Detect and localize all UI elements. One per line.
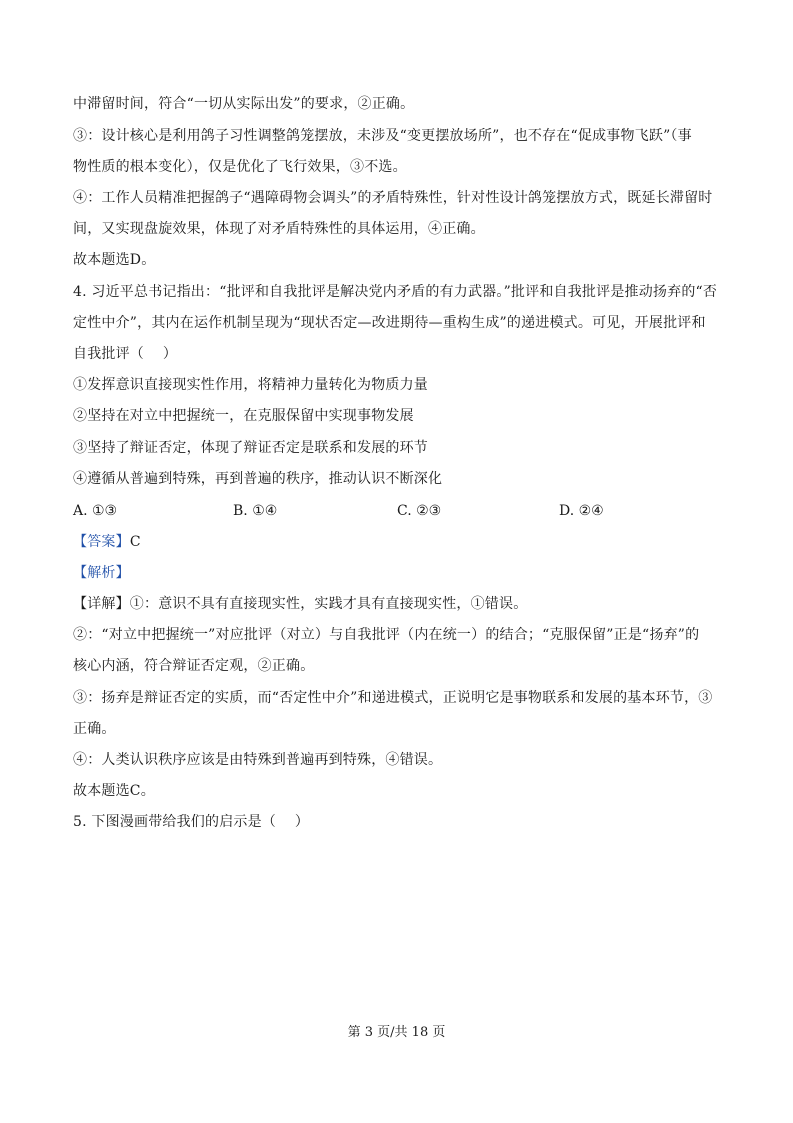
page-footer: 第 3 页/共 18 页 <box>347 1025 446 1040</box>
analysis-line: 【详解】①：意识不具有直接现实性，实践才具有直接现实性，①错误。 <box>73 596 528 612</box>
analysis-line: 故本题选C。 <box>73 783 155 799</box>
answer-line <box>73 532 723 552</box>
statement-item: ③坚持了辩证否定，体现了辩证否定是联系和发展的环节 <box>73 440 428 456</box>
option-c: C. ②③ <box>397 503 442 519</box>
option-a: A. ①③ <box>73 503 118 519</box>
analysis-label: 【解析】 <box>73 565 130 581</box>
statement-item: ②坚持在对立中把握统一，在克服保留中实现事物发展 <box>73 408 414 424</box>
answer-value: C <box>129 534 141 550</box>
answer-options <box>73 501 723 521</box>
paragraph-line: 中滞留时间，符合“一切从实际出发”的要求，②正确。 <box>73 96 415 112</box>
question-5-stem: 5. 下图漫画带给我们的启示是（ ） <box>73 814 310 830</box>
analysis-line: 核心内涵，符合辩证否定观，②正确。 <box>73 658 315 674</box>
question-4-stem: 定性中介”，其内在运作机制呈现为“现状否定—改进期待—重构生成”的递进模式。可见，开展批评和 <box>73 315 706 331</box>
paragraph-line: 间，又实现盘旋效果，体现了对矛盾特殊性的具体运用，④正确。 <box>73 221 485 237</box>
paragraph-line: ④：工作人员精准把握鸽子“遇障碍物会调头”的矛盾特殊性，针对性设计鸽笼摆放方式，既延长滞留时 <box>73 190 713 206</box>
analysis-line: ②：“对立中把握统一”对应批评（对立）与自我批评（内在统一）的结合；“克服保留”正是“扬弃”的 <box>73 627 700 643</box>
analysis-heading <box>73 563 723 583</box>
option-b: B. ①④ <box>233 503 278 519</box>
answer-label: 【答案】 <box>73 534 130 550</box>
analysis-line: ④：人类认识秩序应该是由特殊到普遍再到特殊，④错误。 <box>73 752 443 768</box>
question-4-stem: 自我批评（ ） <box>73 346 178 362</box>
paragraph-line: ③：设计核心是利用鸽子习性调整鸽笼摆放，未涉及“变更摆放场所”，也不存在“促成事物飞跃”（事 <box>73 128 692 144</box>
option-d: D. ②④ <box>559 503 604 519</box>
analysis-line: ③：扬弃是辩证否定的实质，而“否定性中介”和递进模式，正说明它是事物联系和发展的基本环节，③ <box>73 690 713 706</box>
question-4-stem: 4. 习近平总书记指出：“批评和自我批评是解决党内矛盾的有力武器。”批评和自我批评是推动扬弃的“否 <box>73 284 718 300</box>
statement-item: ④遵循从普遍到特殊，再到普遍的秩序，推动认识不断深化 <box>73 471 443 487</box>
statement-item: ①发挥意识直接现实性作用，将精神力量转化为物质力量 <box>73 377 428 393</box>
paragraph-line: 物性质的根本变化），仅是优化了飞行效果，③不选。 <box>73 159 407 175</box>
analysis-line: 正确。 <box>73 721 116 737</box>
paragraph-line: 故本题选D。 <box>73 252 156 268</box>
